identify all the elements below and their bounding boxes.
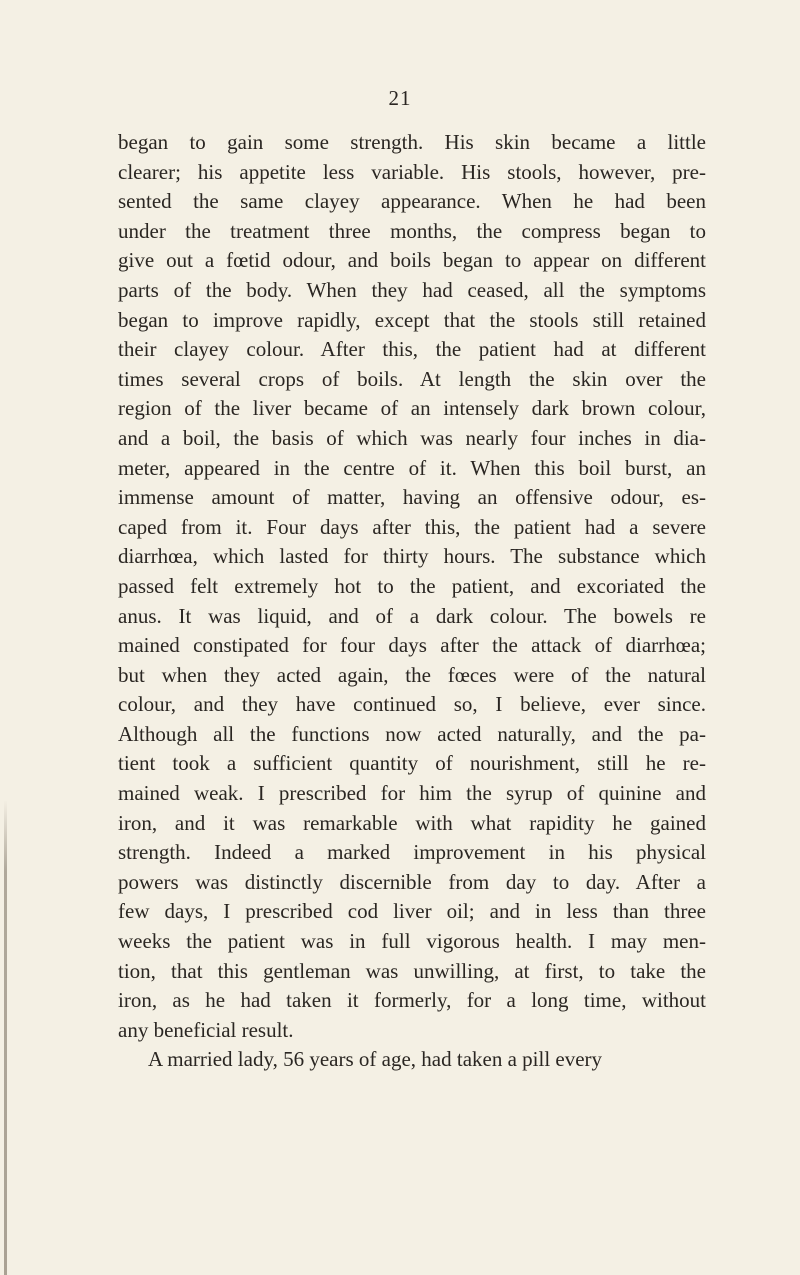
text-line: their clayey colour. After this, the patient had at different (118, 337, 706, 362)
text-line: give out a fœtid odour, and boils began to appear on different (118, 248, 706, 273)
text-line: mained constipated for four days after the attack of diarrhœa; (118, 633, 706, 658)
text-line: times several crops of boils. At length the skin over the (118, 366, 706, 391)
text-line: few days, I prescribed cod liver oil; and in less than three (118, 899, 706, 924)
text-line: powers was distinctly discernible from day to day. After a (118, 869, 706, 894)
text-line: tient took a sufficient quantity of nourishment, still he re- (118, 751, 706, 776)
text-line: tion, that this gentleman was unwilling, at first, to take the (118, 958, 706, 983)
text-line: sented the same clayey appearance. When he had been (118, 189, 706, 214)
text-line: anus. It was liquid, and of a dark colour. The bowels re (118, 603, 706, 628)
text-line: but when they acted again, the fœces were of the natural (118, 662, 706, 687)
text-line: clearer; his appetite less variable. His stools, however, pre- (118, 159, 706, 184)
text-line: mained weak. I prescribed for him the syrup of quinine and (118, 781, 706, 806)
text-line: immense amount of matter, having an offensive odour, es- (118, 485, 706, 510)
text-line: began to gain some strength. His skin became a little (118, 130, 706, 154)
page-number: 21 (388, 86, 412, 110)
text-line: under the treatment three months, the compress began to (118, 218, 706, 243)
text-line: caped from it. Four days after this, the patient had a severe (118, 514, 706, 539)
text-line: weeks the patient was in full vigorous health. I may men- (118, 929, 706, 954)
body-text (118, 128, 706, 1075)
text-line: A married lady, 56 years of age, had taken a pill every (148, 1047, 603, 1072)
text-line: iron, as he had taken it formerly, for a long time, without (118, 988, 706, 1013)
text-line: colour, and they have continued so, I believe, ever since. (118, 692, 706, 717)
text-line: passed felt extremely hot to the patient, and excoriated the (118, 573, 706, 598)
text-line: any beneficial result. (118, 1017, 294, 1042)
text-line: diarrhœa, which lasted for thirty hours. The substance which (118, 544, 706, 569)
text-line: meter, appeared in the centre of it. When this boil burst, an (118, 455, 706, 480)
binding-edge-shadow (4, 800, 7, 1275)
text-line: Although all the functions now acted naturally, and the pa- (118, 721, 706, 746)
text-line: parts of the body. When they had ceased, all the symptoms (118, 277, 706, 302)
text-line: region of the liver became of an intensely dark brown colour, (118, 396, 706, 421)
text-line: strength. Indeed a marked improvement in his physical (118, 840, 706, 865)
text-line: iron, and it was remarkable with what rapidity he gained (118, 810, 706, 835)
text-line: began to improve rapidly, except that the stools still retained (118, 307, 706, 332)
text-line: and a boil, the basis of which was nearly four inches in dia- (118, 425, 706, 450)
